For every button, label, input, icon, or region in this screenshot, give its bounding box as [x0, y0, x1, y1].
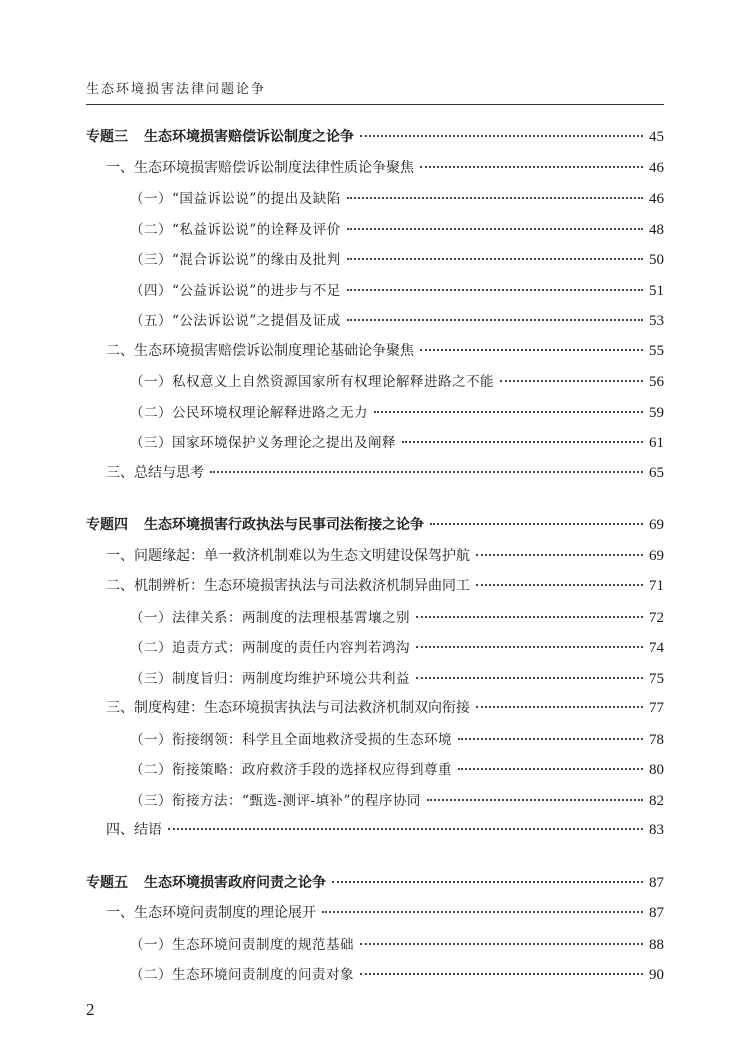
toc-page-number: 77 — [649, 700, 664, 716]
dot-leader — [476, 554, 643, 556]
toc-title-text: （一）“国益诉讼说”的提出及缺陷 — [130, 191, 341, 207]
toc-entry-title — [130, 218, 341, 238]
toc-page-number: 87 — [649, 874, 664, 891]
toc-page-number: 46 — [649, 191, 664, 207]
toc-entry-section[interactable] — [86, 462, 664, 493]
toc-entry-chapter[interactable] — [86, 126, 664, 157]
toc-page-number: 74 — [649, 640, 664, 656]
toc-entry-section[interactable] — [86, 575, 664, 606]
toc-entry-chapter[interactable] — [86, 514, 664, 545]
toc-page-number: 87 — [649, 905, 664, 921]
toc-page-number: 50 — [649, 252, 664, 268]
toc-entry-title — [130, 667, 410, 687]
toc-title-text: （一）私权意义上自然资源国家所有权理论解释进路之不能 — [130, 374, 494, 390]
toc-entry-section[interactable] — [86, 157, 664, 188]
toc-title-text: 一、问题缘起：单一救济机制难以为生态文明建设保驾护航 — [106, 547, 470, 564]
toc-entry-title — [130, 431, 396, 451]
toc-entry-sub[interactable] — [86, 309, 664, 340]
dot-leader — [500, 380, 643, 382]
toc-page-number: 71 — [649, 578, 664, 594]
toc-page-number: 46 — [649, 159, 664, 176]
toc-title-text: 二、生态环境损害赔偿诉讼制度理论基础论争聚焦 — [106, 342, 414, 359]
toc-title-text: 二、机制辨析：生态环境损害执法与司法救济机制异曲同工 — [106, 578, 470, 594]
dot-leader — [402, 441, 643, 443]
toc-entry-title — [106, 545, 470, 565]
toc-title-text: （二）追责方式：两制度的责任内容判若鸿沟 — [130, 640, 410, 656]
section-gap — [86, 492, 664, 514]
toc-page-number: 61 — [649, 435, 664, 451]
toc-entry-title — [106, 462, 204, 482]
dot-leader — [360, 135, 643, 137]
toc-entry-title — [130, 728, 452, 748]
dot-leader — [476, 706, 643, 708]
dot-leader — [420, 166, 643, 168]
toc-entry-sub[interactable] — [86, 248, 664, 279]
toc-entry-sub[interactable] — [86, 758, 664, 789]
toc-entry-title — [106, 819, 162, 839]
toc-title-text: 三、总结与思考 — [106, 464, 204, 481]
dot-leader — [416, 616, 643, 618]
toc-entry-title — [106, 697, 470, 717]
toc-entry-sub[interactable] — [86, 789, 664, 820]
toc-entry-sub[interactable] — [86, 728, 664, 759]
dot-leader — [416, 646, 643, 648]
dot-leader — [168, 828, 643, 830]
toc-page-number: 78 — [649, 731, 664, 748]
toc-page-number: 90 — [649, 967, 664, 983]
running-head: 生态环境损害法律问题论争 — [86, 82, 267, 97]
header-rule — [86, 104, 664, 105]
toc-entry-sub[interactable] — [86, 279, 664, 310]
toc-entry-title — [130, 370, 494, 390]
toc-entry-chapter[interactable] — [86, 872, 664, 903]
dot-leader — [476, 584, 643, 586]
dot-leader — [347, 258, 643, 260]
dot-leader — [427, 799, 643, 801]
dot-leader — [374, 411, 643, 413]
toc-title-text: 生态环境损害行政执法与民事司法衔接之论争 — [144, 517, 424, 533]
dot-leader — [347, 197, 643, 199]
dot-leader — [458, 768, 643, 770]
toc-entry-title — [130, 401, 368, 421]
toc-page-number: 45 — [649, 129, 664, 145]
toc-entry-sub[interactable] — [86, 218, 664, 249]
toc-page-number: 72 — [649, 609, 664, 626]
toc-entry-title — [130, 606, 410, 626]
chapter-number: 专题四 — [86, 517, 128, 533]
toc-entry-sub[interactable] — [86, 963, 664, 994]
toc-title-text: （二）生态环境问责制度的问责对象 — [130, 967, 354, 983]
toc-entry-title — [86, 872, 326, 892]
page-number: 2 — [86, 1000, 95, 1019]
dot-leader — [347, 228, 643, 230]
toc-title-text: （三）衔接方法：“甄选-测评-填补”的程序协同 — [130, 792, 421, 809]
toc-page-number: 82 — [649, 792, 664, 809]
toc-title-text: 生态环境损害政府问责之论争 — [144, 874, 326, 891]
toc-page-number: 53 — [649, 313, 664, 329]
toc-page-number: 55 — [649, 342, 664, 359]
dot-leader — [416, 677, 643, 679]
toc-title-text: （四）“公益诉讼说”的进步与不足 — [130, 282, 341, 299]
toc-entry-section[interactable] — [86, 697, 664, 728]
toc-page-number: 83 — [649, 822, 664, 838]
toc-page-number: 56 — [649, 374, 664, 390]
toc-page-number: 48 — [649, 221, 664, 238]
toc-title-text: 四、结语 — [106, 822, 162, 838]
dot-leader — [347, 289, 643, 291]
toc-entry-title — [130, 309, 341, 329]
toc-page-number: 65 — [649, 464, 664, 481]
toc-entry-title — [86, 126, 354, 146]
toc-title-text: （二）公民环境权理论解释进路之无力 — [130, 404, 368, 421]
toc-entry-title — [130, 187, 341, 207]
toc-entry-section[interactable] — [86, 902, 664, 933]
toc-entry-title — [106, 340, 414, 360]
toc-title-text: （三）国家环境保护义务理论之提出及阐释 — [130, 435, 396, 451]
toc-entry-section[interactable] — [86, 340, 664, 371]
toc-entry-title — [130, 636, 410, 656]
dot-leader — [360, 943, 643, 945]
toc-entry-sub[interactable] — [86, 370, 664, 401]
toc-title-text: （二）衔接策略：政府救济手段的选择权应得到尊重 — [130, 762, 452, 778]
toc-page-number: 80 — [649, 762, 664, 778]
toc-entry-title — [106, 575, 470, 595]
toc-page-number: 75 — [649, 670, 664, 687]
dot-leader — [430, 523, 643, 525]
chapter-number: 专题三 — [86, 129, 128, 145]
dot-leader — [332, 881, 643, 883]
toc-title-text: （三）制度旨归：两制度均维护环境公共利益 — [130, 670, 410, 687]
toc-entry-title — [130, 933, 354, 953]
dot-leader — [210, 471, 643, 473]
chapter-number: 专题五 — [86, 874, 128, 891]
toc-title-text: （一）衔接纲领：科学且全面地救济受损的生态环境 — [130, 731, 452, 748]
toc-title-text: 生态环境损害赔偿诉讼制度之论争 — [144, 129, 354, 145]
toc-page-number: 69 — [649, 517, 664, 533]
toc-entry-sub[interactable] — [86, 933, 664, 964]
toc-entry-sub[interactable] — [86, 667, 664, 698]
dot-leader — [360, 973, 643, 975]
toc-entry-sub[interactable] — [86, 636, 664, 667]
toc-entry-title — [130, 789, 421, 809]
toc-page-number: 59 — [649, 404, 664, 421]
toc-page-number: 69 — [649, 547, 664, 564]
toc-entry-title — [130, 758, 452, 778]
toc-title-text: （二）“私益诉讼说”的诠释及评价 — [130, 221, 341, 238]
toc-title-text: （三）“混合诉讼说”的缘由及批判 — [130, 252, 341, 268]
toc-title-text: （五）“公法诉讼说”之提倡及证成 — [130, 313, 341, 329]
section-gap — [86, 850, 664, 872]
toc-entry-title — [106, 157, 414, 177]
toc-entry-title — [130, 279, 341, 299]
toc-entry-title — [130, 963, 354, 983]
toc-entry-sub[interactable] — [86, 606, 664, 637]
toc-title-text: 一、生态环境损害赔偿诉讼制度法律性质论争聚焦 — [106, 159, 414, 176]
toc-title-text: 三、制度构建：生态环境损害执法与司法救济机制双向衔接 — [106, 700, 470, 716]
toc-entry-sub[interactable] — [86, 401, 664, 432]
toc-entry-title — [106, 902, 316, 922]
dot-leader — [347, 319, 643, 321]
toc-title-text: （一）生态环境问责制度的规范基础 — [130, 936, 354, 953]
toc-entry-title — [130, 248, 341, 268]
toc-entry-section[interactable] — [86, 545, 664, 576]
toc-entry-section[interactable] — [86, 819, 664, 850]
toc-entry-sub[interactable] — [86, 187, 664, 218]
toc-entry-title — [86, 514, 424, 534]
toc-page-number: 51 — [649, 282, 664, 299]
dot-leader — [458, 738, 643, 740]
table-of-contents — [86, 126, 664, 994]
toc-title-text: 一、生态环境问责制度的理论展开 — [106, 905, 316, 921]
toc-page-number: 88 — [649, 936, 664, 953]
toc-title-text: （一）法律关系：两制度的法理根基霄壤之别 — [130, 609, 410, 626]
toc-entry-sub[interactable] — [86, 431, 664, 462]
dot-leader — [322, 911, 643, 913]
dot-leader — [420, 349, 643, 351]
